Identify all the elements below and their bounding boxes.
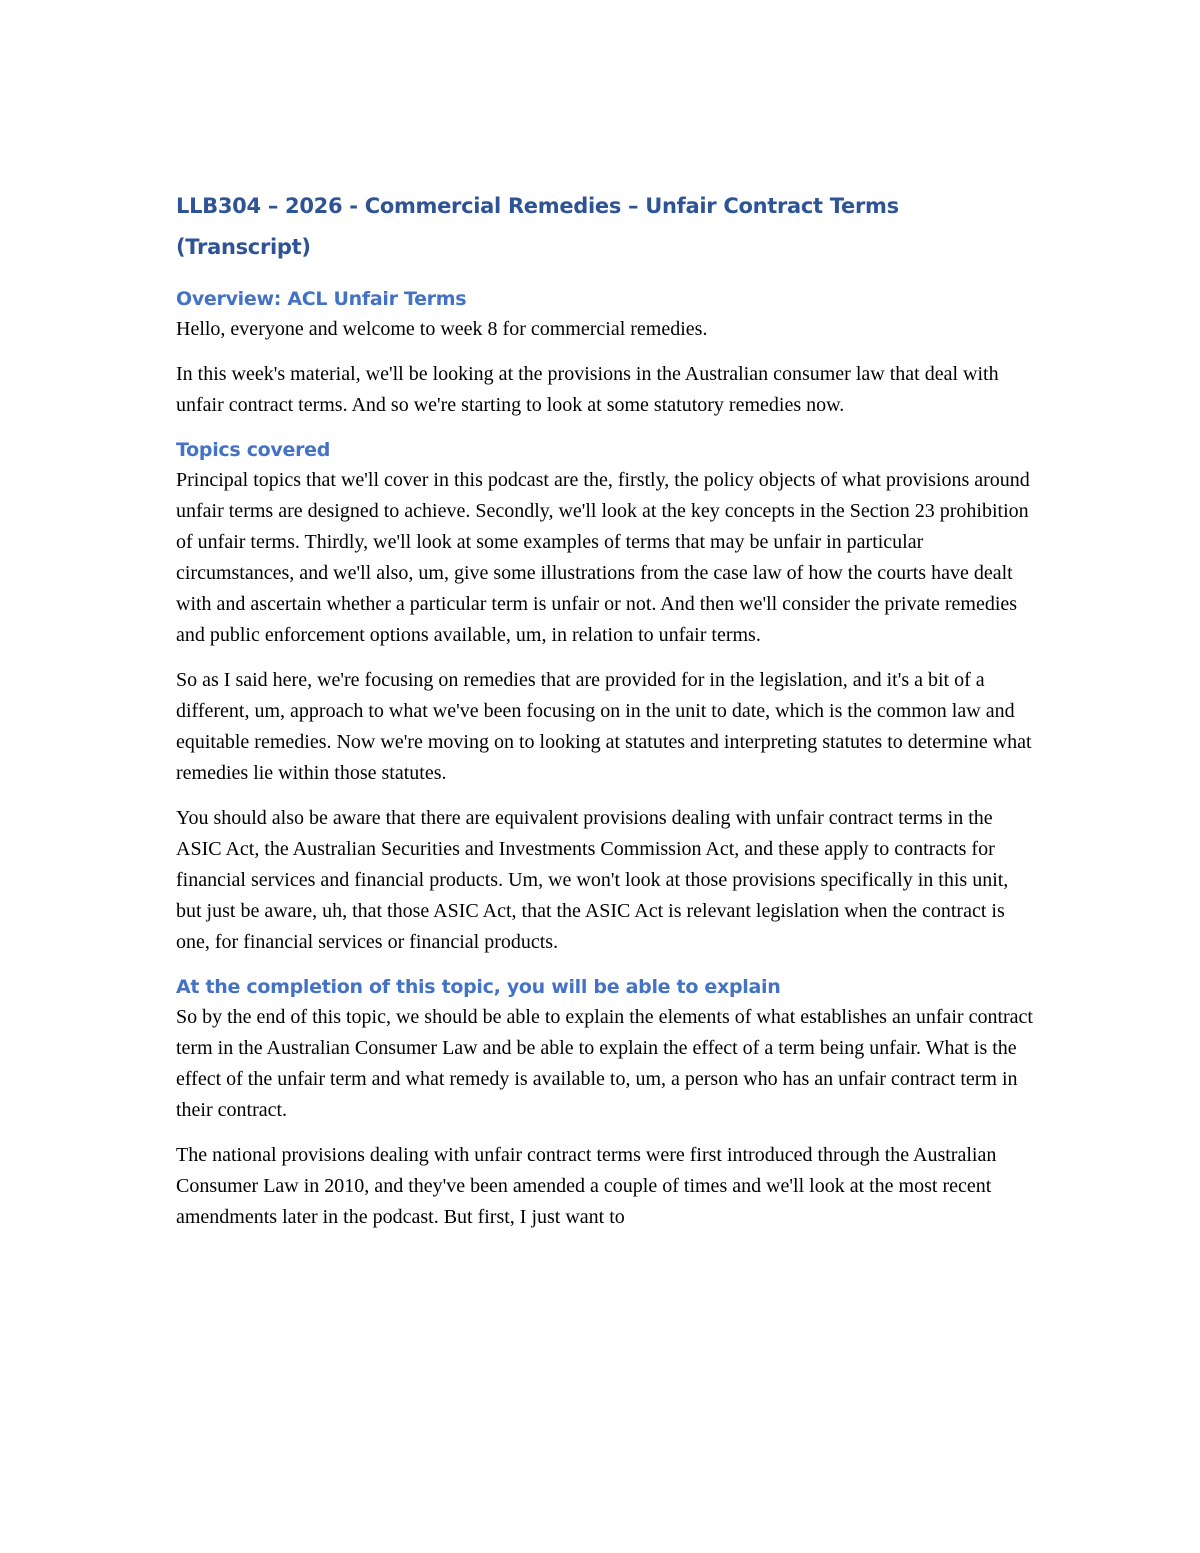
paragraph: Principal topics that we'll cover in this podcast are the, firstly, the policy objects of what provisions around unfair terms are designed to achieve. Secondly, we'll look at the key concepts in the Section 23 prohibition of unfair terms. Thirdly, we'll look at some examples of terms that may be unfair in particular circumstances, and we'll also, um, give some illustrations from the case law of how the courts have dealt with and ascertain whether a particular term is unfair or not. And then we'll consider the private remedies and public enforcement options available, um, in relation to unfair terms. (176, 469, 1030, 646)
paragraph: In this week's material, we'll be looking at the provisions in the Australian consumer law that deal with unfair contract terms. And so we're starting to look at some statutory remedies now. (176, 363, 999, 416)
section-heading-overview: Overview: ACL Unfair Terms (176, 288, 467, 310)
paragraph: The national provisions dealing with unfair contract terms were first introduced through the Australian Consumer Law in 2010, and they've been amended a couple of times and we'll look at the most recent amendments later in the podcast. But first, I just want to (176, 1144, 997, 1228)
document-page (176, 186, 1036, 1247)
paragraph: So by the end of this topic, we should be able to explain the elements of what establishes an unfair contract term in the Australian Consumer Law and be able to explain the effect of a term being unfair. What is the effect of the unfair term and what remedy is available to, um, a person who has an unfair contract term in their contract. (176, 1006, 1033, 1121)
paragraph: So as I said here, we're focusing on remedies that are provided for in the legislation, and it's a bit of a different, um, approach to what we've been focusing on in the unit to date, which is the common law and equitable remedies. Now we're moving on to looking at statutes and interpreting statutes to determine what remedies lie within those statutes. (176, 669, 1032, 784)
paragraph: You should also be aware that there are equivalent provisions dealing with unfair contract terms in the ASIC Act, the Australian Securities and Investments Commission Act, and these apply to contracts for financial services and financial products. Um, we won't look at those provisions specifically in this unit, but just be aware, uh, that those ASIC Act, that the ASIC Act is relevant legislation when the contract is one, for financial services or financial products. (176, 807, 1009, 953)
paragraph: Hello, everyone and welcome to week 8 for commercial remedies. (176, 318, 708, 340)
section-heading-learning-outcomes: At the completion of this topic, you will be able to explain (176, 976, 781, 998)
document-title: LLB304 – 2026 - Commercial Remedies – Unfair Contract Terms (Transcript) (176, 194, 899, 259)
section-heading-topics-covered: Topics covered (176, 439, 331, 461)
